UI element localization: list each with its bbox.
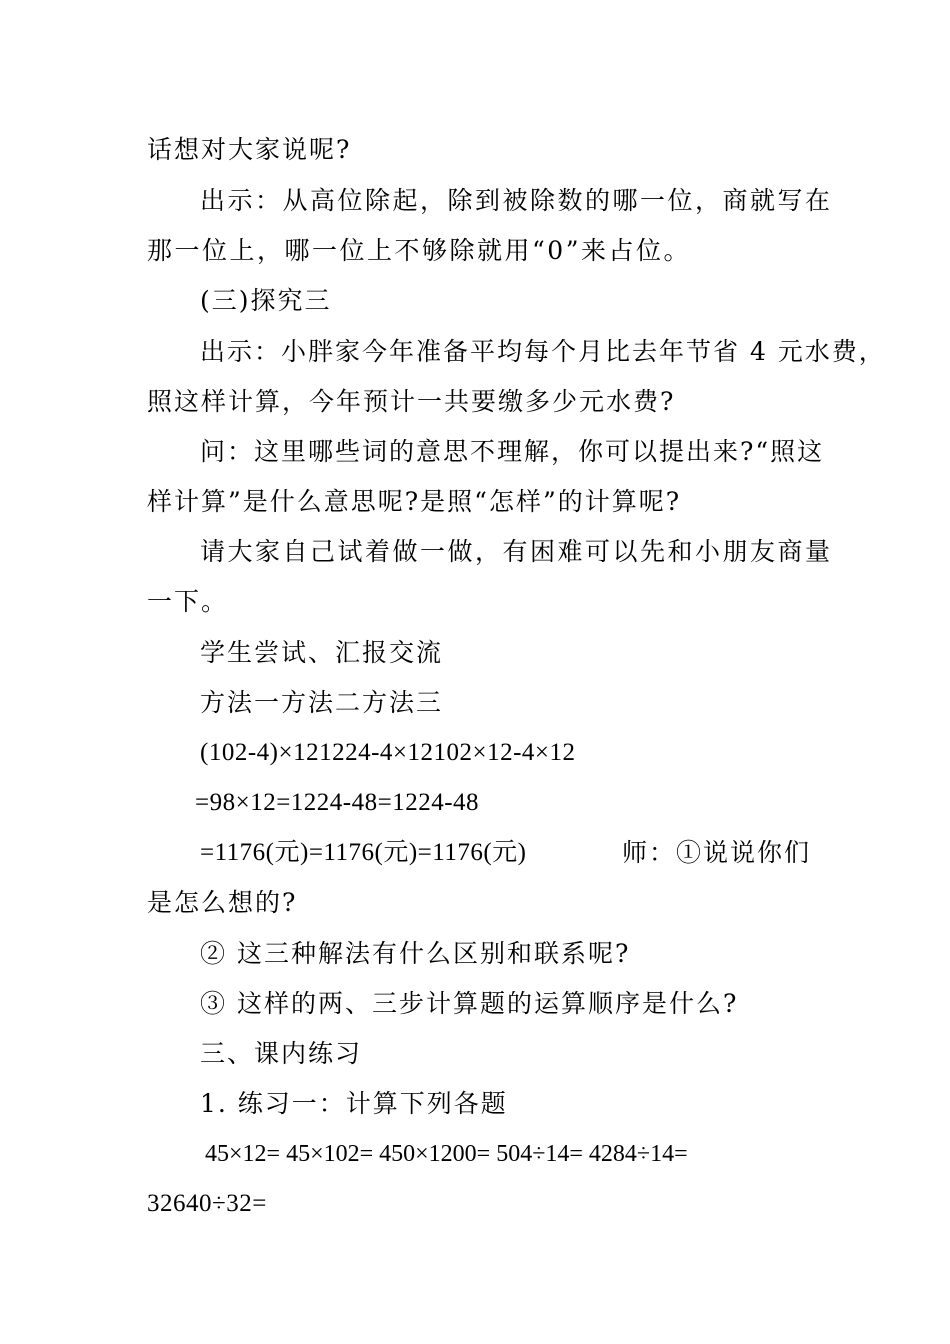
- paragraph-line: 请大家自己试着做一做，有困难可以先和小朋友商量: [200, 537, 833, 566]
- question-item: ③ 这样的两、三步计算题的运算顺序是什么?: [200, 989, 739, 1018]
- section-heading: (三)探究三: [200, 286, 332, 315]
- question-item: ② 这三种解法有什么区别和联系呢?: [200, 939, 631, 968]
- paragraph-line: 学生尝试、汇报交流: [200, 638, 444, 667]
- paragraph-line: 方法一方法二方法三: [200, 688, 444, 717]
- exercise-line: 45×12= 45×102= 450×1200= 504÷14= 4284÷14=: [205, 1141, 688, 1167]
- paragraph-line: 出示：小胖家今年准备平均每个月比去年节省 4 元水费，: [200, 337, 886, 366]
- section-heading: 三、课内练习: [200, 1039, 363, 1068]
- paragraph-line: 话想对大家说呢?: [147, 135, 352, 164]
- paragraph-line: 那一位上，哪一位上不够除就用“0”来占位。: [147, 236, 691, 265]
- exercise-heading: 1. 练习一：计算下列各题: [200, 1089, 508, 1118]
- paragraph-line: 师：①说说你们: [622, 838, 812, 867]
- exercise-line: 32640÷32=: [147, 1190, 267, 1217]
- paragraph-line: 一下。: [147, 587, 229, 616]
- paragraph-line: 是怎么想的?: [147, 888, 298, 917]
- paragraph-line: 照这样计算，今年预计一共要缴多少元水费?: [147, 387, 676, 416]
- equation-line: (102-4)×121224-4×12102×12-4×12: [200, 739, 576, 766]
- paragraph-line: 出示：从高位除起，除到被除数的哪一位，商就写在: [200, 186, 833, 215]
- paragraph-line: 问：这里哪些词的意思不理解，你可以提出来?“照这: [200, 437, 825, 466]
- equation-line: =98×12=1224-48=1224-48: [195, 789, 480, 816]
- paragraph-line: 样计算”是什么意思呢?是照“怎样”的计算呢?: [147, 487, 682, 516]
- equation-line: =1176(元)=1176(元)=1176(元): [200, 839, 527, 866]
